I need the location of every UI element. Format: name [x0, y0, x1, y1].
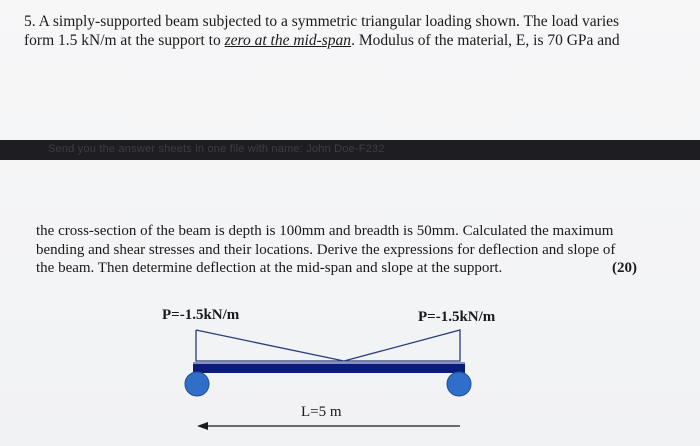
load-label-left: P=-1.5kN/m: [162, 307, 240, 323]
span-label: L=5 m: [301, 404, 342, 420]
load-diagram-outline: [196, 330, 460, 361]
question-line-2-suffix: . Modulus of the material, E, is 70 GPa and: [351, 32, 620, 49]
load-label-right: P=-1.5kN/m: [418, 309, 496, 325]
question-line-2-prefix: form 1.5 kN/m at the support to: [24, 32, 225, 49]
question-line-1: 5. A simply-supported beam subjected to a symmetric triangular loading shown. The load varies: [24, 13, 620, 30]
span-arrow-head-icon: [197, 422, 208, 430]
marks-label: (20): [612, 260, 637, 276]
zero-at-midspan-emphasis: zero at the mid-span: [224, 32, 352, 49]
question-cont-line-3-text: the beam. Then determine deflection at the mid-span and slope at the support.: [36, 260, 503, 276]
beam: [193, 364, 465, 373]
instruction-band-text: Send you the answer sheets in one file with name: John Doe-F232: [48, 143, 385, 155]
question-cont-line-1: the cross-section of the beam is depth is 100mm and breadth is 50mm. Calculated the maximum: [36, 223, 614, 239]
left-support: [185, 372, 209, 396]
question-cont-line-2: bending and shear stresses and their locations. Derive the expressions for deflection and slope of: [36, 241, 616, 258]
right-support: [447, 372, 471, 396]
